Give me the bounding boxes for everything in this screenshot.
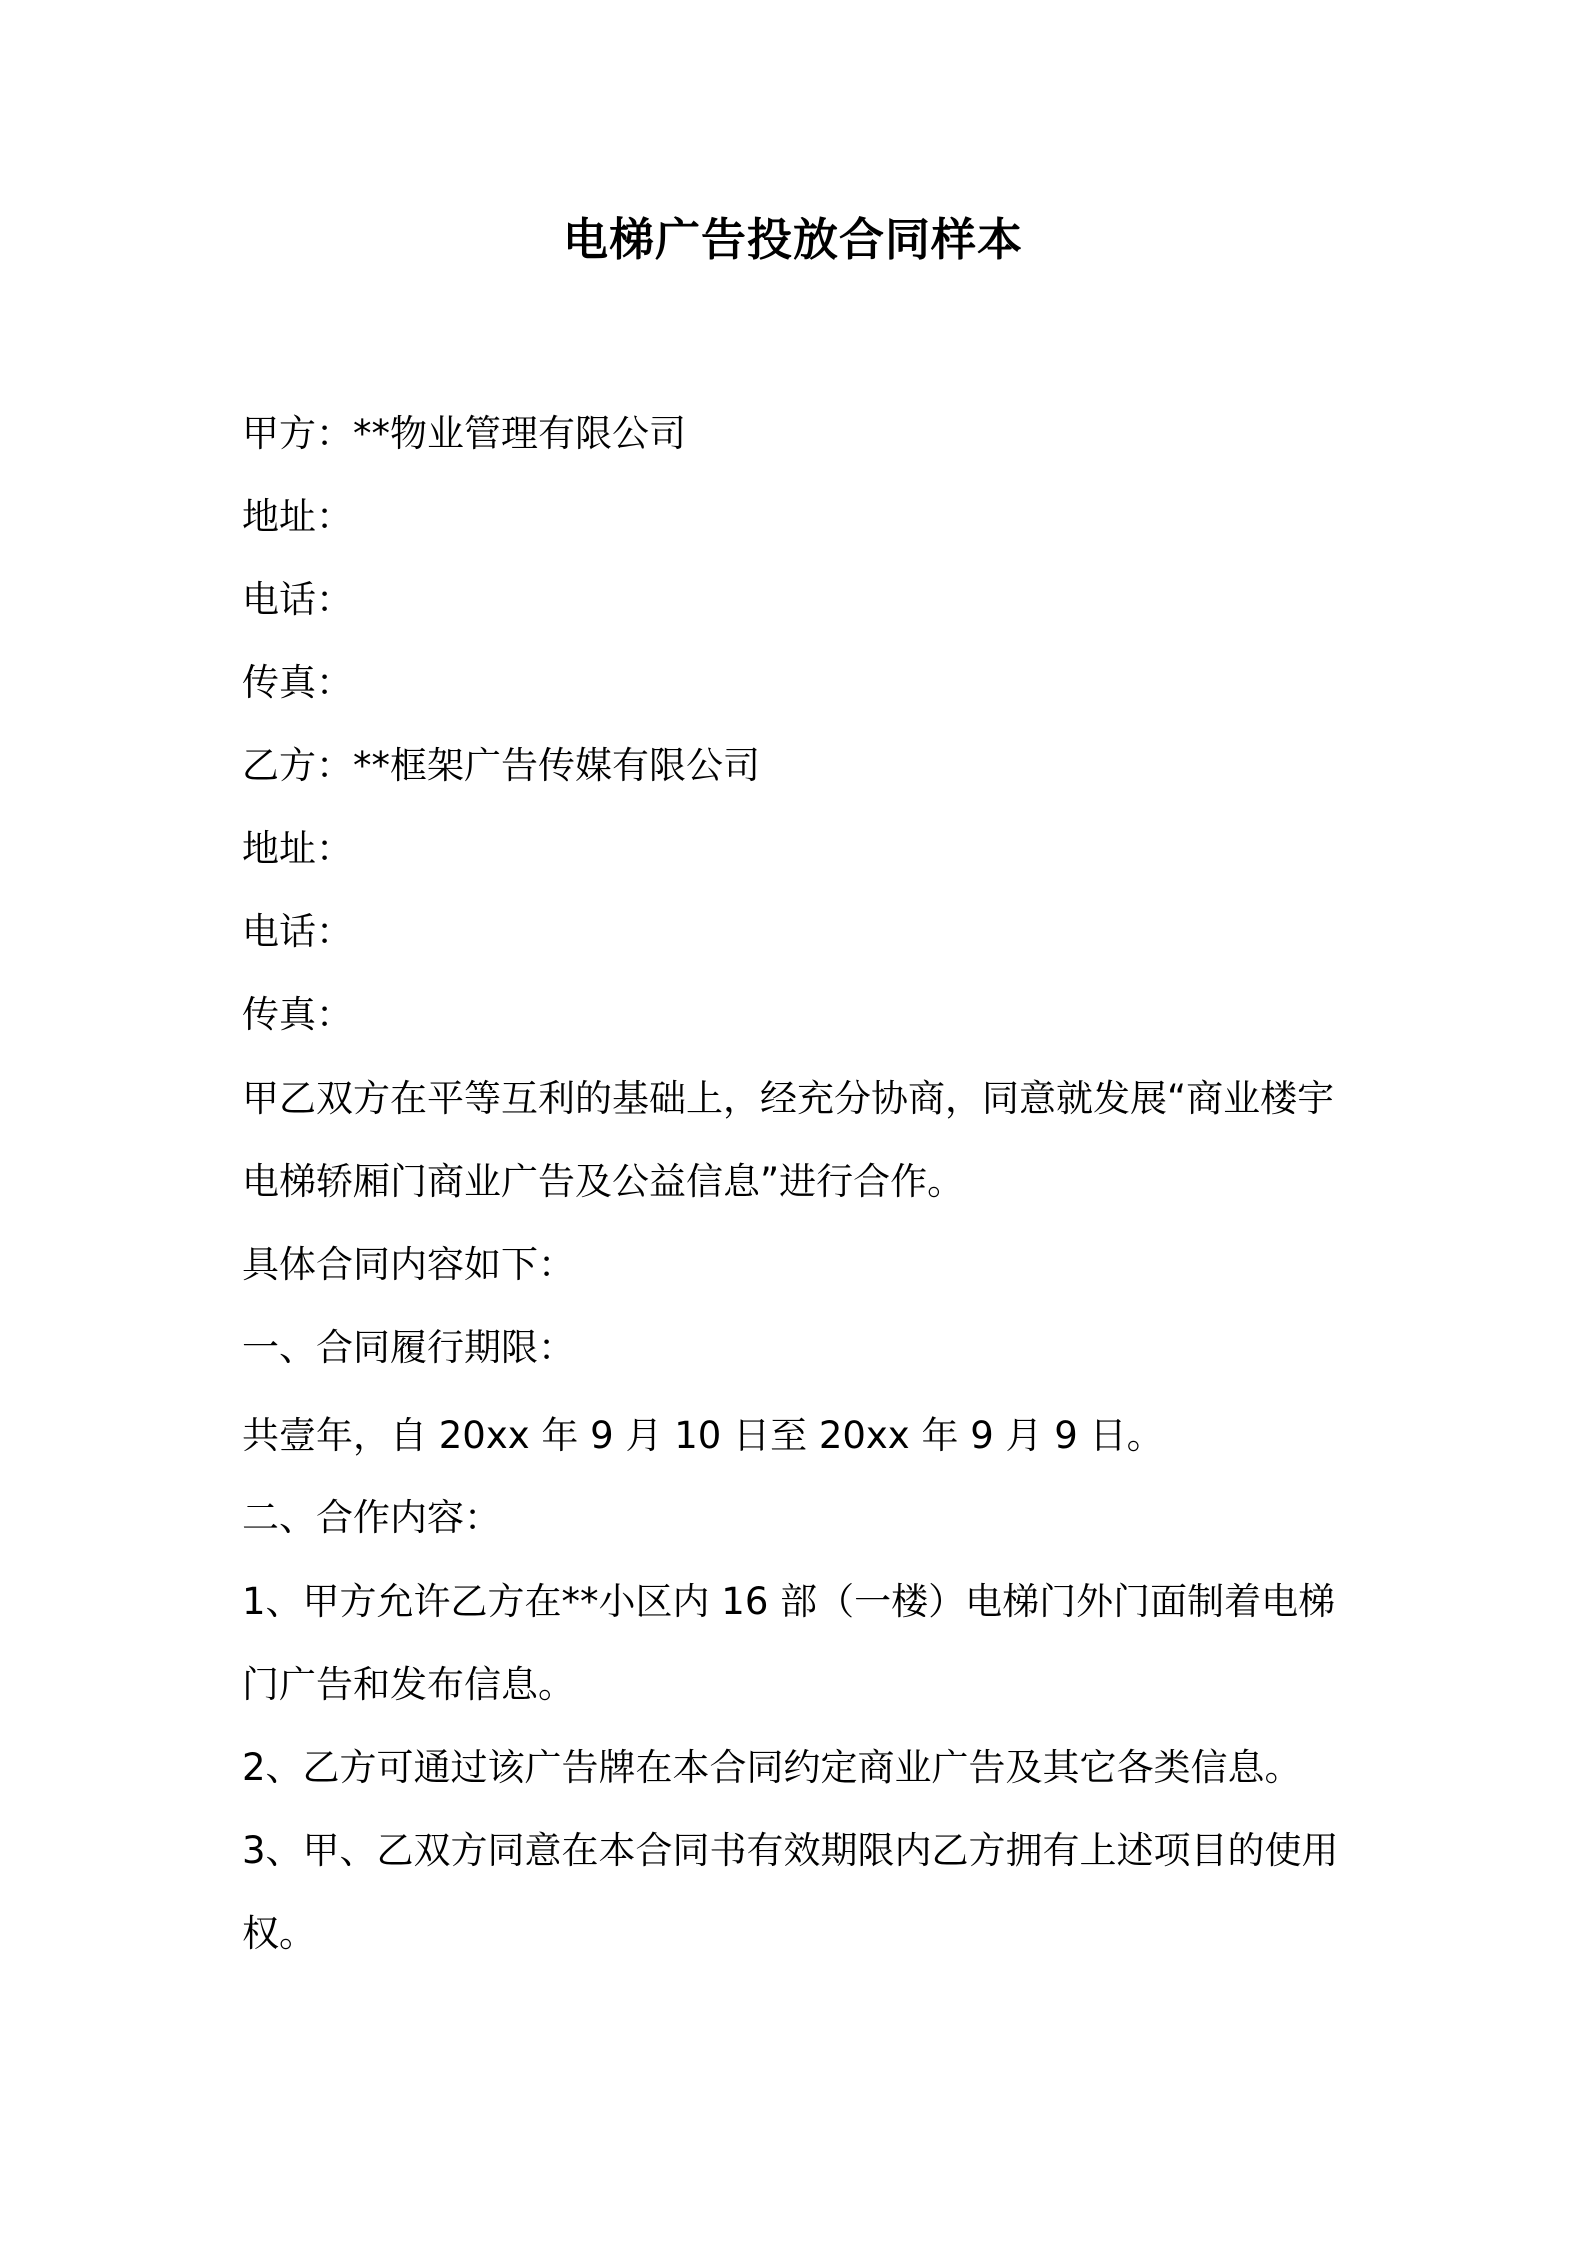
clause-3-line-1: 3、甲、乙双方同意在本合同书有效期限内乙方拥有上述项目的使用 — [242, 1829, 1339, 1872]
party-b-name: 乙方：**框架广告传媒有限公司 — [242, 744, 760, 787]
party-a-name: 甲方：**物业管理有限公司 — [242, 412, 686, 455]
contract-content-heading: 具体合同内容如下： — [242, 1243, 575, 1286]
party-a-address: 地址： — [242, 495, 353, 538]
clause-3-line-2: 权。 — [242, 1912, 316, 1955]
clause-2: 2、乙方可通过该广告牌在本合同约定商业广告及其它各类信息。 — [242, 1746, 1302, 1789]
party-b-fax: 传真： — [242, 993, 353, 1036]
section-2-heading: 二、合作内容： — [242, 1496, 501, 1539]
section-1-heading: 一、合同履行期限： — [242, 1326, 575, 1369]
intro-paragraph-line-2: 电梯轿厢门商业广告及公益信息”进行合作。 — [242, 1160, 965, 1203]
clause-1-line-1: 1、甲方允许乙方在**小区内 16 部（一楼）电梯门外门面制着电梯 — [242, 1580, 1336, 1623]
party-a-fax: 传真： — [242, 661, 353, 704]
party-b-address: 地址： — [242, 827, 353, 870]
contract-term-text: 共壹年，自 20xx 年 9 月 10 日至 20xx 年 9 月 9 日。 — [242, 1414, 1164, 1457]
clause-1-line-2: 门广告和发布信息。 — [242, 1663, 575, 1706]
party-a-phone: 电话： — [242, 578, 353, 621]
intro-paragraph-line-1: 甲乙双方在平等互利的基础上，经充分协商，同意就发展“商业楼宇 — [242, 1077, 1335, 1120]
document-title: 电梯广告投放合同样本 — [562, 213, 1023, 266]
party-b-phone: 电话： — [242, 910, 353, 953]
